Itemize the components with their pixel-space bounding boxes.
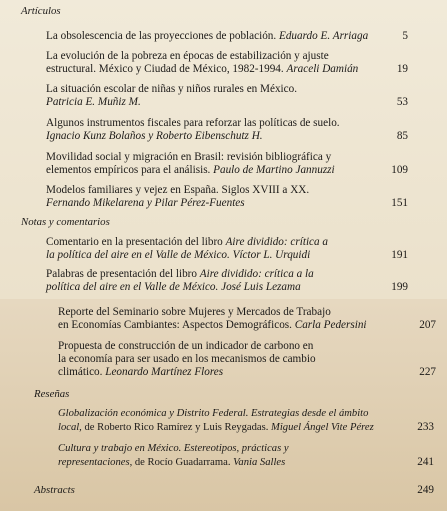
entry-title: Palabras de presentación del libro Aire dividido: crítica a la [46, 268, 314, 280]
entry-title: Reporte del Seminario sobre Mujeres y Mercados de Trabajo [58, 306, 331, 318]
entry-title-cont: la política del aire en el Valle de México. Víctor L. Urquidi [46, 249, 311, 261]
entry-title: Movilidad social y migración en Brasil: revisión bibliográfica y [46, 151, 332, 163]
entry-title-cont: local, de Roberto Rico Ramírez y Luis Reygadas. Miguel Ángel Vite Pérez [58, 422, 374, 433]
entry-title: Cultura y trabajo en México. Estereotipos, prácticas y [58, 443, 289, 454]
entry-page-number: 191 [391, 249, 408, 261]
entry-title: La evolución de la pobreza en épocas de estabilización y ajuste [46, 50, 329, 62]
entry-author: Patricia E. Muñiz M. [46, 96, 141, 108]
entry-page-number: 249 [417, 484, 434, 496]
entry-title: Globalización económica y Distrito Federal. Estrategias desde el ámbito [58, 408, 369, 419]
entry-page-number: 199 [391, 281, 408, 293]
entry-page-number: 19 [396, 63, 408, 75]
entry-title-cont: la economía para ser usado en los mecanismos de cambio [58, 353, 316, 365]
entry-page-number: 227 [419, 366, 436, 378]
entry-title: Comentario en la presentación del libro Aire dividido: crítica a [46, 236, 329, 248]
entry-author: Ignacio Kunz Bolaños y Roberto Eibenschutz H. [46, 130, 263, 142]
entry-title: Modelos familiares y vejez en España. Siglos XVIII a XX. [46, 184, 310, 196]
entry-title-cont: elementos empíricos para el análisis. Paulo de Martino Jannuzzi [46, 164, 335, 176]
entry-page-number: 241 [417, 456, 434, 468]
entry-page-number: 5 [402, 30, 408, 42]
entry-title-cont: política del aire en el Valle de México. José Luis Lezama [46, 281, 301, 293]
entry-title-cont: en Economías Cambiantes: Aspectos Demográficos. Carla Pedersini [58, 319, 367, 331]
entry-page-number: 233 [417, 421, 434, 433]
section-heading-abstracts: Abstracts [34, 484, 75, 496]
section-heading-resenas: Reseñas [34, 388, 70, 400]
entry-title: La situación escolar de niñas y niños rurales en México. [46, 83, 298, 95]
entry-title: Algunos instrumentos fiscales para reforzar las políticas de suelo. [46, 117, 340, 129]
entry-title-cont: climático. Leonardo Martínez Flores [58, 366, 224, 378]
entry-page-number: 151 [391, 197, 408, 209]
entry-page-number: 53 [396, 96, 408, 108]
entry-title-cont: estructural. México y Ciudad de México, 1982-1994. Araceli Damián [46, 63, 359, 75]
entry-title-cont: representaciones, de Rocío Guadarrama. Vania Salles [58, 457, 286, 468]
section-heading-articulos: Artículos [21, 5, 61, 17]
section-heading-notas: Notas y comentarios [21, 216, 110, 228]
entry-page-number: 207 [419, 319, 436, 331]
entry-page-number: 85 [396, 130, 408, 142]
entry-title: Propuesta de construcción de un indicador de carbono en [58, 340, 314, 352]
entry-title: La obsolescencia de las proyecciones de población. Eduardo E. Arriaga [46, 30, 369, 42]
entry-author: Fernando Mikelarena y Pilar Pérez-Fuentes [46, 197, 245, 209]
entry-page-number: 109 [391, 164, 408, 176]
